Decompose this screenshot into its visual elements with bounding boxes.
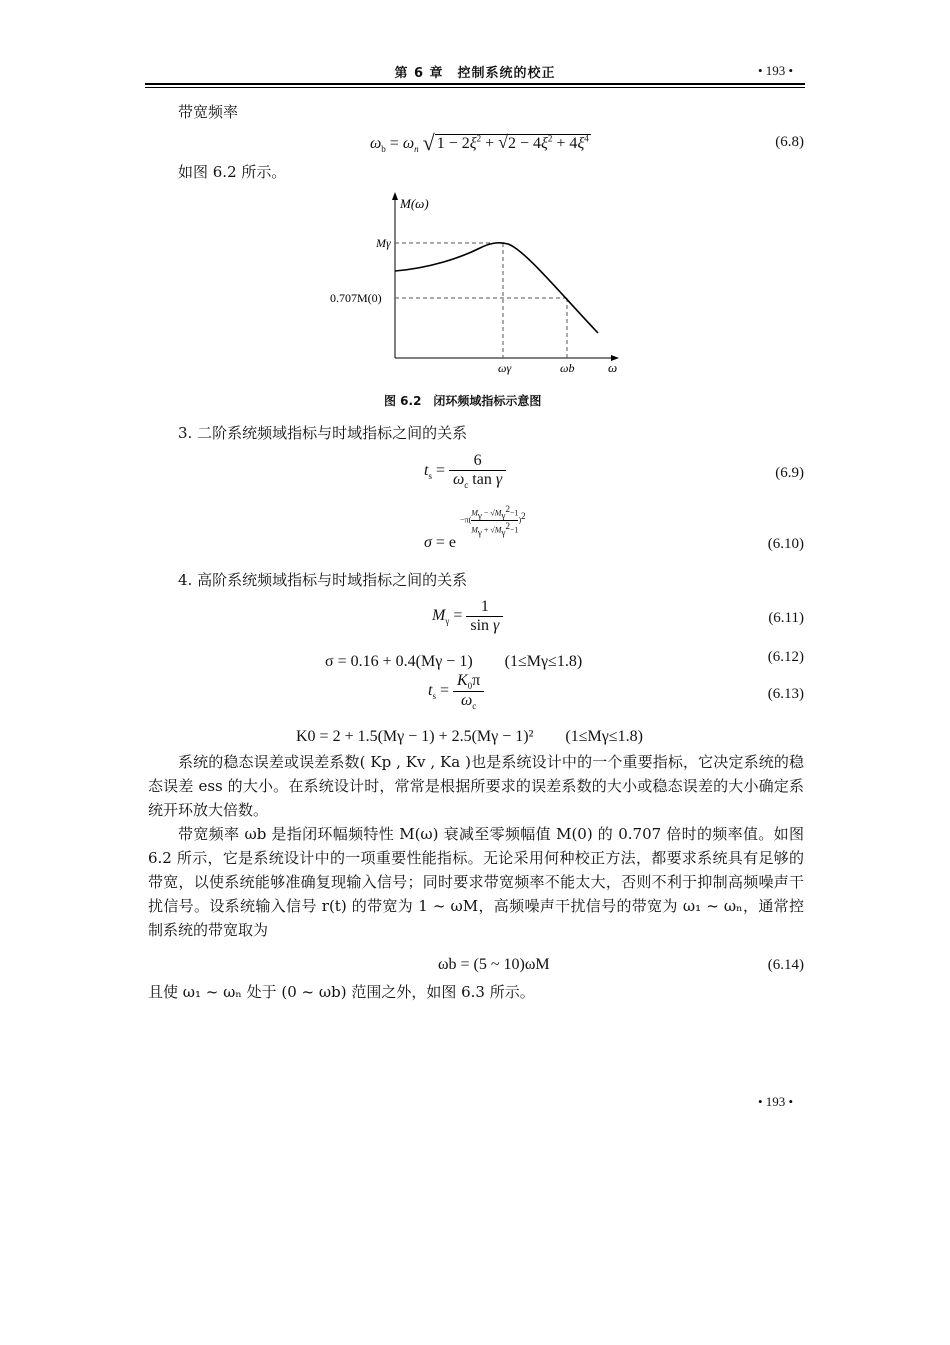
- equation-6-9: $t_s$ = $\frac{6}{\omega_c \tan \gamma}$: [424, 452, 506, 490]
- equation-6-13: $t_s$ = $\frac{K_0\pi}{\omega_c}$: [428, 672, 484, 711]
- paragraph-error-coefficients: 系统的稳态误差或误差系数( Kp , Kv , Ka )也是系统设计中的一个重要指标，它决定系统的稳态误差 ess 的大小。在系统设计时，常常是根据所要求的误差系数的大小或稳态误差的大小确定系统开环放大倍数。: [148, 753, 804, 819]
- equation-number-6-8: (6.8): [775, 134, 804, 150]
- 0707-label: 0.707M(0): [330, 291, 382, 305]
- section-3-heading: 3. 二阶系统频域指标与时域指标之间的关系: [178, 424, 468, 442]
- equation-6-8: $\omega_b = \omega_n$ √ $1 - 2\xi^2 + √2 - 4\xi^2 + 4\xi^4$: [370, 130, 589, 155]
- see-figure-text: 如图 6.2 所示。: [178, 163, 287, 181]
- paragraph-bandwidth: 带宽频率 ωb 是指闭环幅频特性 M(ω) 衰减至零频幅值 M(0) 的 0.707 倍时的频率值。如图 6.2 所示，它是系统设计中的一项重要性能指标。无论采用何种校正方法，都要求系统具有足够的带宽，以使系统能够准确复现输入信号；同时要求带宽频率不能太大，否则不利于抑制高频噪声干扰信号。设系统输入信号 r(t) 的带宽为 1 ~ ωM，高频噪声干扰信号的带宽为 ω₁ ~ ωₙ，通常控制系统的带宽取为: [148, 825, 804, 939]
- body-paragraphs: [148, 750, 804, 942]
- wb-label: ωb: [560, 361, 575, 375]
- equation-6-12: σ = 0.16 + 0.4(Mγ − 1) (1≤Mγ≤1.8): [325, 653, 583, 670]
- y-axis-arrow: [392, 192, 398, 200]
- chapter-title: 第 6 章 控制系统的校正: [394, 66, 556, 81]
- page-number-top: • 193 •: [758, 63, 794, 78]
- equation-number-6-13: (6.13): [767, 686, 804, 702]
- equation-6-14: ωb = (5 ~ 10)ωM: [438, 956, 550, 973]
- equation-number-6-10: (6.10): [767, 536, 804, 552]
- header-rule-thick: [145, 83, 805, 85]
- figure-6-2: [320, 188, 640, 388]
- header-rule-thin: [145, 87, 805, 88]
- y-axis-label: M(ω): [400, 196, 429, 211]
- figure-caption: 图 6.2 闭环频域指标示意图: [384, 394, 542, 408]
- x-axis-label: ω: [608, 360, 618, 375]
- closing-line: 且使 ω₁ ~ ωₙ 处于 (0 ~ ωb) 范围之外，如图 6.3 所示。: [148, 983, 535, 1001]
- equation-number-6-9: (6.9): [775, 465, 804, 481]
- section-4-heading: 4. 高阶系统频域指标与时域指标之间的关系: [178, 571, 468, 589]
- wr-label: ωγ: [498, 361, 512, 375]
- bandwidth-label: 带宽频率: [178, 103, 239, 121]
- equation-number-6-12: (6.12): [767, 649, 804, 665]
- equation-6-11: $M_\gamma$ = $\frac{1}{\text{sin γ}}$: [432, 598, 503, 635]
- equation-k0: K0 = 2 + 1.5(Mγ − 1) + 2.5(Mγ − 1)² (1≤Mγ≤1.8): [296, 728, 643, 745]
- equation-6-10: σ = e −π( $\frac{M_\gamma - √M_\gamma^2-1}{M_\gamma + √M_\gamma^2-1}$ )$^2$: [424, 504, 526, 551]
- page-number-bottom: • 193 •: [758, 1094, 794, 1109]
- equation-number-6-14: (6.14): [767, 957, 804, 973]
- magnitude-curve: [395, 243, 598, 333]
- equation-number-6-11: (6.11): [768, 610, 804, 626]
- mr-label: Mγ: [376, 236, 391, 250]
